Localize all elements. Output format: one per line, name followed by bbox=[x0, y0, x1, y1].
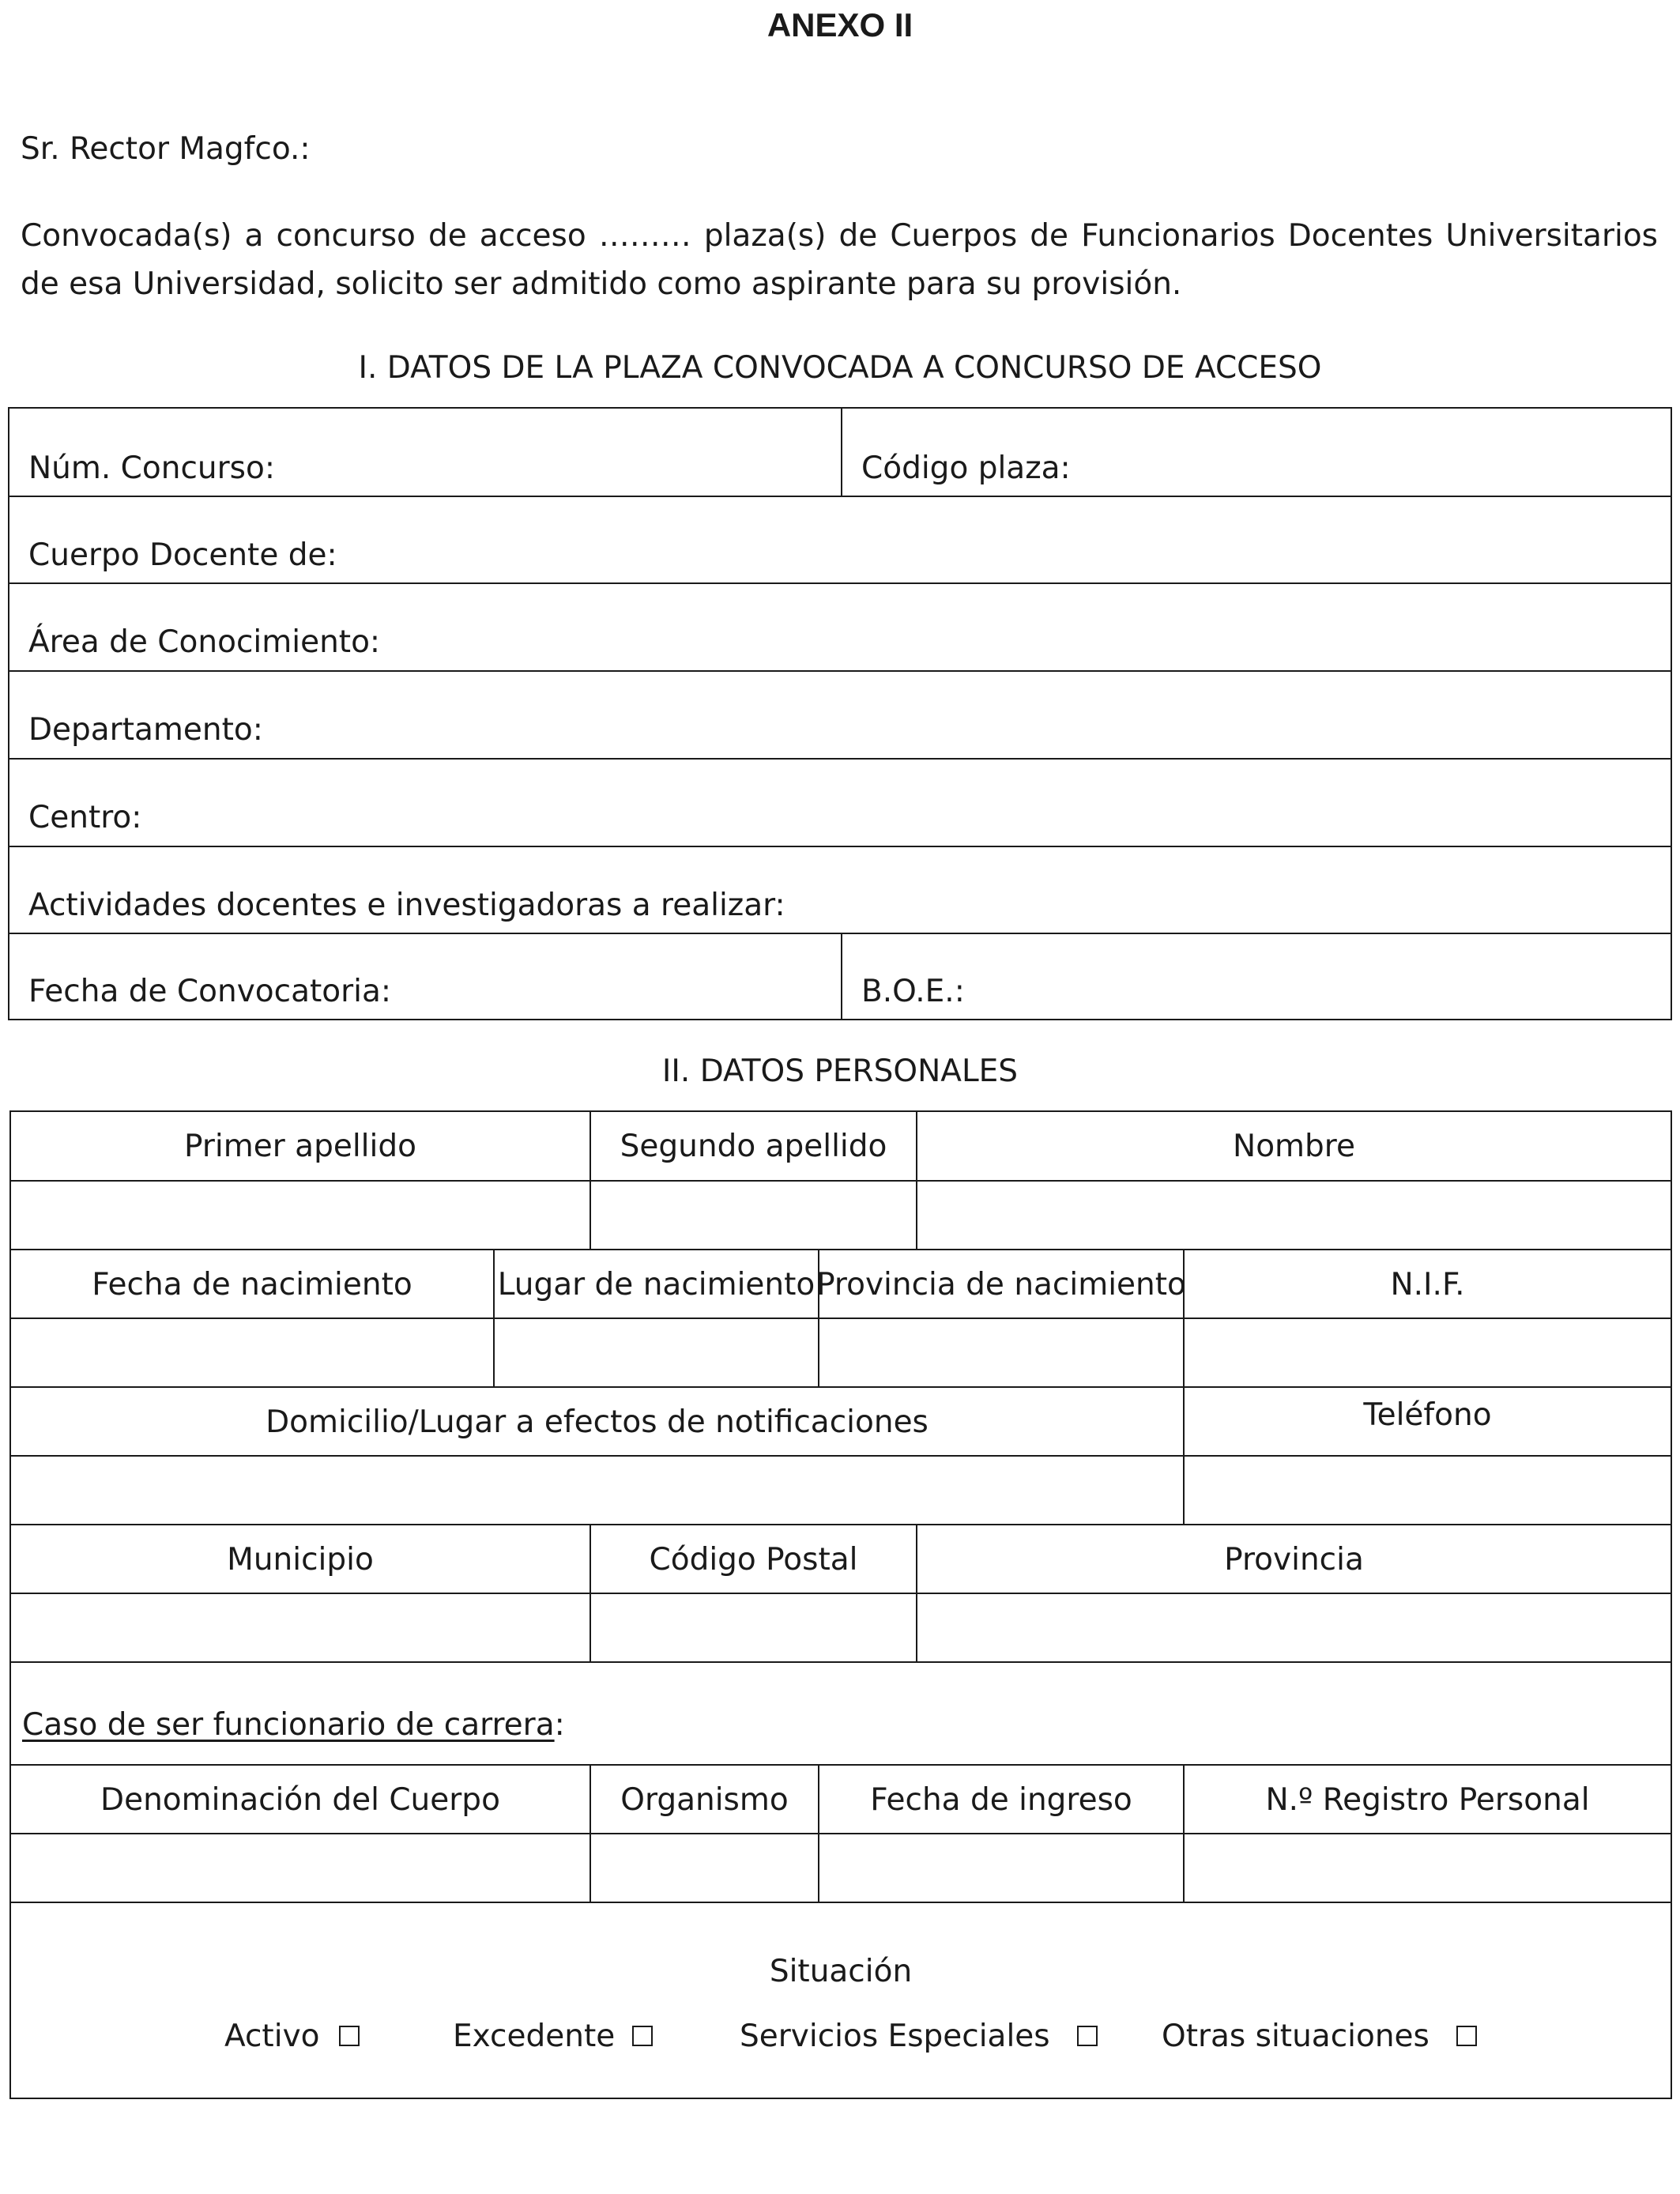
codigo-plaza-field[interactable] bbox=[841, 409, 1671, 497]
provincia-input[interactable] bbox=[916, 1594, 1671, 1662]
situacion-section bbox=[11, 1902, 1671, 2099]
row-concurso bbox=[9, 409, 1671, 497]
nombre-header: Nombre bbox=[916, 1112, 1671, 1181]
nif-input[interactable] bbox=[1183, 1319, 1671, 1387]
fecha-ingreso-header: Fecha de ingreso bbox=[818, 1766, 1183, 1834]
registro-personal-header: N.º Registro Personal bbox=[1183, 1766, 1671, 1834]
lugar-nacimiento-input[interactable] bbox=[493, 1319, 818, 1387]
segundo-apellido-input[interactable] bbox=[590, 1182, 916, 1250]
plaza-data-table bbox=[8, 407, 1672, 1020]
excedente-checkbox[interactable] bbox=[632, 2026, 653, 2046]
registro-personal-input[interactable] bbox=[1183, 1834, 1671, 1902]
num-concurso-field[interactable] bbox=[9, 409, 841, 497]
num-concurso-label: Núm. Concurso: bbox=[28, 450, 275, 486]
situacion-option-activo[interactable]: Activo bbox=[224, 2019, 360, 2054]
cuerpo-docente-field[interactable] bbox=[9, 496, 1671, 584]
departamento-field[interactable] bbox=[9, 670, 1671, 759]
otras-situaciones-checkbox[interactable] bbox=[1456, 2026, 1477, 2046]
fecha-convocatoria-label: Fecha de Convocatoria: bbox=[28, 974, 392, 1009]
intro-paragraph: Convocada(s) a concurso de acceso ……… plaza(s) de Cuerpos de Funcionarios Docentes Universitarios de esa Universidad, solicito ser admitido como aspirante para su provisión. bbox=[21, 218, 1658, 302]
address-input-row bbox=[11, 1455, 1671, 1525]
codigo-plaza-label: Código plaza: bbox=[861, 450, 1071, 486]
boe-label: B.O.E.: bbox=[861, 974, 965, 1009]
servicios-especiales-checkbox[interactable] bbox=[1077, 2026, 1098, 2046]
segundo-apellido-header: Segundo apellido bbox=[590, 1112, 916, 1181]
lugar-nacimiento-header: Lugar de nacimiento bbox=[493, 1250, 818, 1318]
locality-input-row bbox=[11, 1593, 1671, 1662]
name-input-row bbox=[11, 1180, 1671, 1250]
fecha-ingreso-input[interactable] bbox=[818, 1834, 1183, 1902]
telefono-input[interactable] bbox=[1183, 1457, 1671, 1525]
section-1-heading: I. DATOS DE LA PLAZA CONVOCADA A CONCURSO DE ACCESO bbox=[358, 350, 1322, 386]
funcionario-carrera-label: Caso de ser funcionario de carrera: bbox=[22, 1707, 565, 1743]
personal-data-table bbox=[9, 1110, 1672, 2099]
actividades-field[interactable] bbox=[9, 846, 1671, 934]
domicilio-header: Domicilio/Lugar a efectos de notificaciones bbox=[266, 1404, 929, 1440]
primer-apellido-header: Primer apellido bbox=[184, 1129, 416, 1164]
provincia-nacimiento-header: Provincia de nacimiento bbox=[818, 1250, 1183, 1318]
denominacion-cuerpo-header: Denominación del Cuerpo bbox=[100, 1781, 500, 1818]
centro-field[interactable] bbox=[9, 758, 1671, 846]
area-conocimiento-label: Área de Conocimiento: bbox=[28, 624, 381, 660]
situacion-option-excedente[interactable]: Excedente bbox=[453, 2019, 653, 2054]
address-header-row bbox=[11, 1386, 1671, 1456]
nif-header: N.I.F. bbox=[1183, 1250, 1671, 1318]
organismo-input[interactable] bbox=[590, 1834, 818, 1902]
name-header-row bbox=[11, 1112, 1671, 1181]
situacion-title: Situación bbox=[769, 1954, 913, 1989]
municipio-input[interactable] bbox=[11, 1594, 590, 1662]
fecha-nacimiento-header: Fecha de nacimiento bbox=[92, 1266, 412, 1302]
nombre-input[interactable] bbox=[916, 1182, 1671, 1250]
cuerpo-docente-label: Cuerpo Docente de: bbox=[28, 537, 337, 573]
locality-header-row bbox=[11, 1524, 1671, 1593]
salutation: Sr. Rector Magfco.: bbox=[21, 131, 311, 167]
situacion-option-otras[interactable]: Otras situaciones bbox=[1162, 2019, 1477, 2054]
telefono-header: Teléfono bbox=[1183, 1388, 1671, 1456]
row-convocatoria bbox=[9, 933, 1671, 1020]
document-title: ANEXO II bbox=[767, 6, 913, 43]
provincia-nacimiento-input[interactable] bbox=[818, 1319, 1183, 1387]
centro-label: Centro: bbox=[28, 800, 142, 835]
primer-apellido-input[interactable] bbox=[11, 1182, 590, 1250]
actividades-label: Actividades docentes e investigadoras a realizar: bbox=[28, 888, 785, 923]
career-input-row bbox=[11, 1833, 1671, 1902]
departamento-label: Departamento: bbox=[28, 712, 263, 748]
municipio-header: Municipio bbox=[227, 1541, 374, 1578]
birth-header-row bbox=[11, 1249, 1671, 1318]
activo-checkbox[interactable] bbox=[339, 2026, 360, 2046]
fecha-convocatoria-field[interactable] bbox=[9, 934, 841, 1020]
boe-field[interactable] bbox=[841, 934, 1671, 1020]
fecha-nacimiento-input[interactable] bbox=[11, 1319, 493, 1387]
codigo-postal-header: Código Postal bbox=[590, 1525, 916, 1593]
organismo-header: Organismo bbox=[590, 1766, 818, 1834]
provincia-header: Provincia bbox=[916, 1525, 1671, 1593]
area-conocimiento-field[interactable] bbox=[9, 582, 1671, 671]
section-2-heading: II. DATOS PERSONALES bbox=[661, 1054, 1019, 1089]
codigo-postal-input[interactable] bbox=[590, 1594, 916, 1662]
birth-input-row bbox=[11, 1318, 1671, 1387]
denominacion-cuerpo-input[interactable] bbox=[11, 1834, 590, 1902]
career-header-row bbox=[11, 1764, 1671, 1834]
funcionario-section-row bbox=[11, 1661, 1671, 1765]
domicilio-input[interactable] bbox=[11, 1457, 1183, 1525]
situacion-option-servicios-especiales[interactable]: Servicios Especiales bbox=[740, 2019, 1098, 2054]
